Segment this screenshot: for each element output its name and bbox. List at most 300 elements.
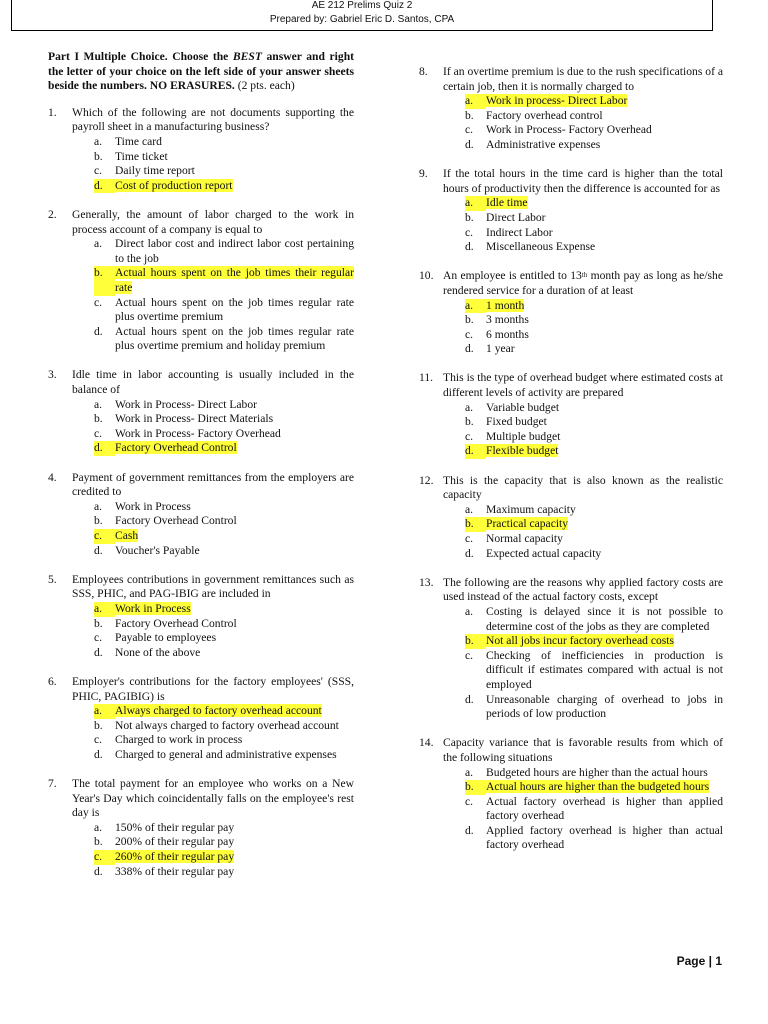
option-text (486, 517, 723, 532)
option-text (486, 109, 723, 124)
option-label: Administrative expenses (486, 137, 601, 151)
question-number: 6. (48, 674, 57, 688)
question-stem: If the total hours in the time card is higher than the total hours of productivity then the difference is accounted for as (443, 167, 723, 195)
question-stem: The following are the reasons why applied factory costs are used instead of the actual factory costs, except (443, 575, 723, 604)
option-letter: c. (94, 529, 115, 544)
option-text (115, 529, 354, 544)
option-b (72, 617, 354, 632)
instructions-body: answer and right the letter of your choice on the left side of your answer sheets beside the numbers. NO ERASURES. (48, 50, 354, 93)
option-label: Not always charged to factory overhead account (115, 718, 339, 732)
option-letter: b. (465, 210, 474, 224)
option-label: Fixed budget (486, 415, 547, 429)
option-label: Multiple budget (486, 429, 561, 443)
option-b (72, 719, 354, 734)
option-a (72, 398, 354, 413)
question-7 (48, 777, 354, 879)
options-list (72, 135, 354, 193)
option-letter: d. (94, 747, 103, 761)
question-13 (419, 576, 723, 722)
question-body (443, 576, 723, 722)
option-text (115, 850, 354, 865)
options-list (443, 299, 723, 357)
option-label: Daily time report (115, 164, 195, 178)
question-body (72, 208, 354, 354)
option-text (115, 398, 354, 413)
option-letter: d. (94, 441, 115, 456)
option-label: 1 year (486, 342, 515, 356)
options-list (72, 821, 354, 879)
options-list (443, 503, 723, 561)
option-label: Charged to work in process (115, 733, 243, 747)
option-a (443, 299, 723, 314)
option-label: 338% of their regular pay (115, 864, 235, 878)
option-letter: b. (465, 634, 486, 649)
option-d (72, 179, 354, 194)
instructions-points: (2 pts. each) (237, 79, 295, 93)
option-label: Maximum capacity (486, 502, 576, 516)
question-body (72, 471, 354, 559)
option-text (486, 430, 723, 445)
answer-highlight: Work in process- Direct Labor (486, 94, 628, 108)
question-list-left (48, 106, 354, 879)
left-column (48, 50, 354, 894)
stem-superscript: th (581, 271, 588, 280)
page-number: Page | 1 (676, 954, 722, 968)
option-letter: c. (94, 733, 103, 747)
option-label: Unreasonable charging of overhead to jobs in periods of low production (486, 692, 723, 721)
option-text (115, 237, 354, 266)
option-c (443, 795, 723, 824)
option-d (72, 544, 354, 559)
option-text (115, 500, 354, 515)
option-letter: c. (465, 532, 474, 545)
question-list-right (419, 65, 723, 853)
option-letter: b. (465, 415, 474, 429)
option-letter: b. (465, 517, 486, 532)
question-body (72, 368, 354, 456)
option-label: 200% of their regular pay (115, 835, 235, 849)
option-text (115, 821, 354, 836)
options-list (72, 500, 354, 558)
question-stem: This is the type of overhead budget where estimated costs at different levels of activity are prepared (443, 371, 723, 400)
question-body (72, 675, 354, 763)
question-body (443, 167, 723, 255)
option-label: Direct Labor (486, 210, 546, 224)
option-a (72, 821, 354, 836)
options-list (443, 605, 723, 722)
option-c (72, 529, 354, 544)
answer-highlight: Cost of production report (115, 178, 233, 192)
question-stem: Employer's contributions for the factory employees' (SSS, PHIC, PAGIBIG) is (72, 674, 354, 703)
question-4 (48, 471, 354, 559)
option-d (443, 342, 723, 357)
option-letter: a. (94, 820, 103, 834)
option-letter: c. (465, 327, 474, 341)
option-letter: b. (94, 412, 103, 426)
option-label: Time card (115, 134, 162, 148)
question-10 (419, 269, 723, 357)
option-text (115, 646, 354, 661)
options-list (72, 602, 354, 660)
question-body (443, 371, 723, 459)
option-text (486, 240, 723, 255)
option-text (115, 835, 354, 850)
option-text (115, 325, 354, 354)
option-d (72, 748, 354, 763)
answer-highlight: Actual hours spent on the job times their regular rate (115, 266, 354, 294)
option-label: Work in Process- Factory Overhead (115, 426, 281, 440)
question-number: 11. (419, 371, 434, 385)
option-d (72, 646, 354, 661)
option-letter: a. (465, 299, 486, 314)
question-5 (48, 573, 354, 661)
answer-highlight: Idle time (486, 196, 528, 210)
option-b (443, 313, 723, 328)
option-d (443, 138, 723, 153)
option-text (486, 780, 723, 795)
option-label: Normal capacity (486, 532, 563, 545)
option-label: Work in Process- Direct Labor (115, 397, 258, 411)
option-d (443, 693, 723, 722)
option-letter: a. (465, 502, 474, 516)
option-c (72, 427, 354, 442)
option-b (443, 211, 723, 226)
option-text (115, 164, 354, 179)
question-3 (48, 368, 354, 456)
question-8 (419, 65, 723, 153)
option-text (486, 138, 723, 153)
option-label: Actual factory overhead is higher than applied factory overhead (486, 794, 723, 823)
answer-highlight: Not all jobs incur factory overhead costs (486, 634, 675, 648)
option-letter: c. (94, 850, 115, 865)
option-letter: b. (94, 514, 103, 528)
option-letter: c. (94, 295, 103, 309)
option-b (72, 835, 354, 850)
question-number: 8. (419, 65, 428, 78)
option-text (115, 602, 354, 617)
option-text (115, 865, 354, 880)
option-text (486, 605, 723, 634)
option-letter: b. (465, 108, 474, 122)
question-body (443, 65, 723, 153)
option-text (115, 748, 354, 763)
option-text (486, 444, 723, 459)
question-number: 10. (419, 269, 434, 283)
question-number: 14. (419, 736, 434, 750)
option-letter: c. (465, 225, 474, 239)
option-text (486, 547, 723, 562)
question-number: 12. (419, 473, 434, 487)
option-text (486, 532, 723, 547)
option-c (443, 649, 723, 693)
option-a (72, 704, 354, 719)
option-letter: d. (94, 324, 103, 338)
option-label: Miscellaneous Expense (486, 240, 596, 254)
option-text (115, 266, 354, 295)
quiz-title: AE 212 Prelims Quiz 2 (311, 0, 413, 11)
question-number: 1. (48, 105, 57, 119)
option-a (72, 602, 354, 617)
right-column (419, 65, 723, 868)
question-6 (48, 675, 354, 763)
question-stem: Payment of government remittances from the employers are credited to (72, 470, 354, 499)
option-text (486, 226, 723, 241)
option-text (486, 415, 723, 430)
question-number: 13. (419, 575, 434, 589)
answer-highlight: Always charged to factory overhead account (115, 704, 322, 718)
option-letter: b. (465, 313, 474, 327)
option-c (72, 164, 354, 179)
option-b (72, 412, 354, 427)
option-label: Direct labor cost and indirect labor cost pertaining to the job (115, 237, 354, 265)
option-b (443, 109, 723, 124)
option-b (443, 634, 723, 649)
option-a (443, 503, 723, 518)
option-letter: d. (465, 342, 474, 356)
option-text (486, 299, 723, 314)
question-stem: The total payment for an employee who works on a New Year's Day which coincidentally falls on the employee's rest day is (72, 777, 354, 820)
question-body (443, 474, 723, 562)
option-b (72, 514, 354, 529)
option-text (115, 441, 354, 456)
option-text (486, 503, 723, 518)
answer-highlight: 260% of their regular pay (115, 850, 235, 864)
option-d (443, 824, 723, 853)
question-stem: Capacity variance that is favorable results from which of the following situations (443, 736, 723, 764)
options-list (443, 401, 723, 459)
option-text (486, 824, 723, 853)
option-letter: c. (465, 429, 474, 443)
option-label: Payable to employees (115, 631, 217, 645)
option-label: Voucher's Payable (115, 543, 200, 557)
question-stem: Generally, the amount of labor charged to the work in process account of a company is equal to (72, 207, 354, 236)
option-c (72, 733, 354, 748)
option-b (443, 780, 723, 795)
option-text (486, 693, 723, 722)
option-text (115, 412, 354, 427)
option-text (486, 313, 723, 328)
option-text (115, 179, 354, 194)
option-label: Actual hours spent on the job times regular rate plus overtime premium and holiday premium (115, 324, 354, 353)
option-letter: a. (465, 400, 474, 414)
option-text (486, 94, 723, 109)
option-label: Work in Process (115, 499, 191, 513)
option-letter: a. (94, 237, 103, 251)
answer-highlight: Work in Process (115, 601, 191, 615)
option-letter: d. (465, 137, 474, 151)
option-text (115, 733, 354, 748)
option-text (486, 211, 723, 226)
option-text (115, 427, 354, 442)
option-text (115, 514, 354, 529)
answer-highlight: Factory Overhead Control (115, 441, 237, 455)
option-letter: a. (465, 196, 486, 211)
question-number: 2. (48, 207, 57, 221)
option-c (72, 296, 354, 325)
option-label: Applied factory overhead is higher than actual factory overhead (486, 823, 723, 852)
option-text (115, 135, 354, 150)
prepared-by: Prepared by: Gabriel Eric D. Santos, CPA (269, 14, 455, 25)
option-label: Indirect Labor (486, 225, 553, 239)
option-letter: b. (465, 780, 486, 795)
option-d (443, 547, 723, 562)
option-label: None of the above (115, 645, 201, 659)
question-number: 4. (48, 470, 57, 484)
question-2 (48, 208, 354, 354)
option-label: Time ticket (115, 149, 168, 163)
option-text (486, 196, 723, 211)
option-a (72, 135, 354, 150)
option-label: Factory Overhead Control (115, 514, 237, 528)
option-letter: d. (465, 692, 474, 706)
option-letter: d. (94, 179, 115, 194)
option-letter: c. (94, 631, 103, 645)
option-letter: b. (94, 835, 103, 849)
option-label: Checking of inefficiencies in production is difficult if estimates compared with actual is not employed (486, 648, 723, 691)
option-text (486, 401, 723, 416)
option-a (443, 605, 723, 634)
question-stem: This is the capacity that is also known as the realistic capacity (443, 473, 723, 502)
option-text (115, 544, 354, 559)
question-stem (443, 269, 723, 298)
options-list (72, 237, 354, 354)
option-letter: c. (94, 164, 103, 178)
header-box (11, 0, 713, 31)
option-label: 3 months (486, 313, 529, 327)
option-label: Factory Overhead Control (115, 616, 237, 630)
question-stem: Idle time in labor accounting is usually included in the balance of (72, 368, 354, 397)
question-body (72, 777, 354, 879)
option-label: Work in Process- Direct Materials (115, 412, 274, 426)
question-12 (419, 474, 723, 562)
answer-highlight: Flexible budget (486, 444, 559, 458)
option-c (443, 532, 723, 547)
option-letter: a. (94, 134, 103, 148)
question-14 (419, 736, 723, 853)
option-c (443, 430, 723, 445)
option-letter: a. (94, 704, 115, 719)
options-list (72, 398, 354, 456)
answer-highlight: Actual hours are higher than the budgeted hours (486, 780, 710, 794)
option-text (486, 766, 723, 781)
answer-highlight: 1 month (486, 298, 525, 312)
stem-text: month pay as long as he/she rendered service for a duration of at least (443, 269, 723, 297)
options-list (72, 704, 354, 762)
option-label: Expected actual capacity (486, 546, 602, 560)
option-text (486, 649, 723, 693)
option-letter: b. (94, 616, 103, 630)
option-letter: d. (465, 240, 474, 254)
question-number: 9. (419, 167, 428, 181)
options-list (443, 94, 723, 152)
option-text (486, 795, 723, 824)
option-c (443, 123, 723, 138)
answer-highlight: Cash (115, 529, 139, 542)
option-letter: a. (94, 602, 115, 617)
option-text (486, 342, 723, 357)
option-label: Work in Process- Factory Overhead (486, 123, 652, 137)
option-b (72, 266, 354, 295)
question-number: 3. (48, 368, 57, 382)
option-c (443, 328, 723, 343)
option-label: Variable budget (486, 400, 560, 414)
option-a (443, 401, 723, 416)
option-letter: a. (465, 765, 474, 779)
option-text (115, 617, 354, 632)
option-text (115, 719, 354, 734)
question-body (443, 736, 723, 853)
option-label: Actual hours spent on the job times regular rate plus overtime premium (115, 295, 354, 324)
option-text (115, 296, 354, 325)
options-list (443, 766, 723, 854)
option-a (72, 500, 354, 515)
option-d (443, 240, 723, 255)
option-text (486, 328, 723, 343)
option-letter: b. (94, 718, 103, 732)
option-c (72, 850, 354, 865)
option-label: 150% of their regular pay (115, 820, 235, 834)
option-label: Costing is delayed since it is not possible to determine cost of the jobs as they are completed (486, 604, 723, 633)
option-d (72, 441, 354, 456)
option-letter: c. (94, 426, 103, 440)
question-body (443, 269, 723, 357)
instructions-best: BEST (232, 50, 262, 63)
option-text (486, 123, 723, 138)
option-label: Factory overhead control (486, 108, 603, 122)
option-a (443, 94, 723, 109)
option-c (72, 631, 354, 646)
question-number: 5. (48, 572, 57, 586)
option-letter: a. (94, 499, 103, 513)
option-label: Charged to general and administrative expenses (115, 747, 337, 761)
option-letter: a. (94, 397, 103, 411)
option-letter: d. (94, 543, 103, 557)
question-1 (48, 106, 354, 194)
option-label: 6 months (486, 327, 529, 341)
option-letter: d. (94, 864, 103, 878)
question-9 (419, 167, 723, 255)
option-d (443, 444, 723, 459)
option-label: Budgeted hours are higher than the actual hours (486, 765, 708, 779)
stem-text: An employee is entitled to 13 (443, 269, 582, 283)
option-b (443, 415, 723, 430)
option-text (115, 704, 354, 719)
question-stem: If an overtime premium is due to the rush specifications of a certain job, then it is normally charged to (443, 65, 723, 93)
option-text (486, 634, 723, 649)
option-letter: d. (465, 823, 474, 837)
question-11 (419, 371, 723, 459)
option-letter: b. (94, 149, 103, 163)
question-stem: Employees contributions in government remittances such as SSS, PHIC, and PAG-IBIG are included in (72, 572, 354, 601)
option-b (72, 150, 354, 165)
instructions (48, 50, 354, 94)
question-body (72, 106, 354, 194)
option-d (72, 865, 354, 880)
option-a (72, 237, 354, 266)
option-d (72, 325, 354, 354)
question-number: 7. (48, 777, 57, 791)
option-letter: d. (465, 444, 486, 459)
option-letter: d. (94, 645, 103, 659)
options-list (443, 196, 723, 254)
option-letter: c. (465, 794, 474, 808)
option-letter: b. (94, 266, 115, 295)
answer-highlight: Practical capacity (486, 517, 569, 531)
option-text (115, 150, 354, 165)
option-c (443, 226, 723, 241)
option-letter: d. (465, 546, 474, 560)
instructions-lead: Part I Multiple Choice. Choose the (48, 50, 233, 63)
